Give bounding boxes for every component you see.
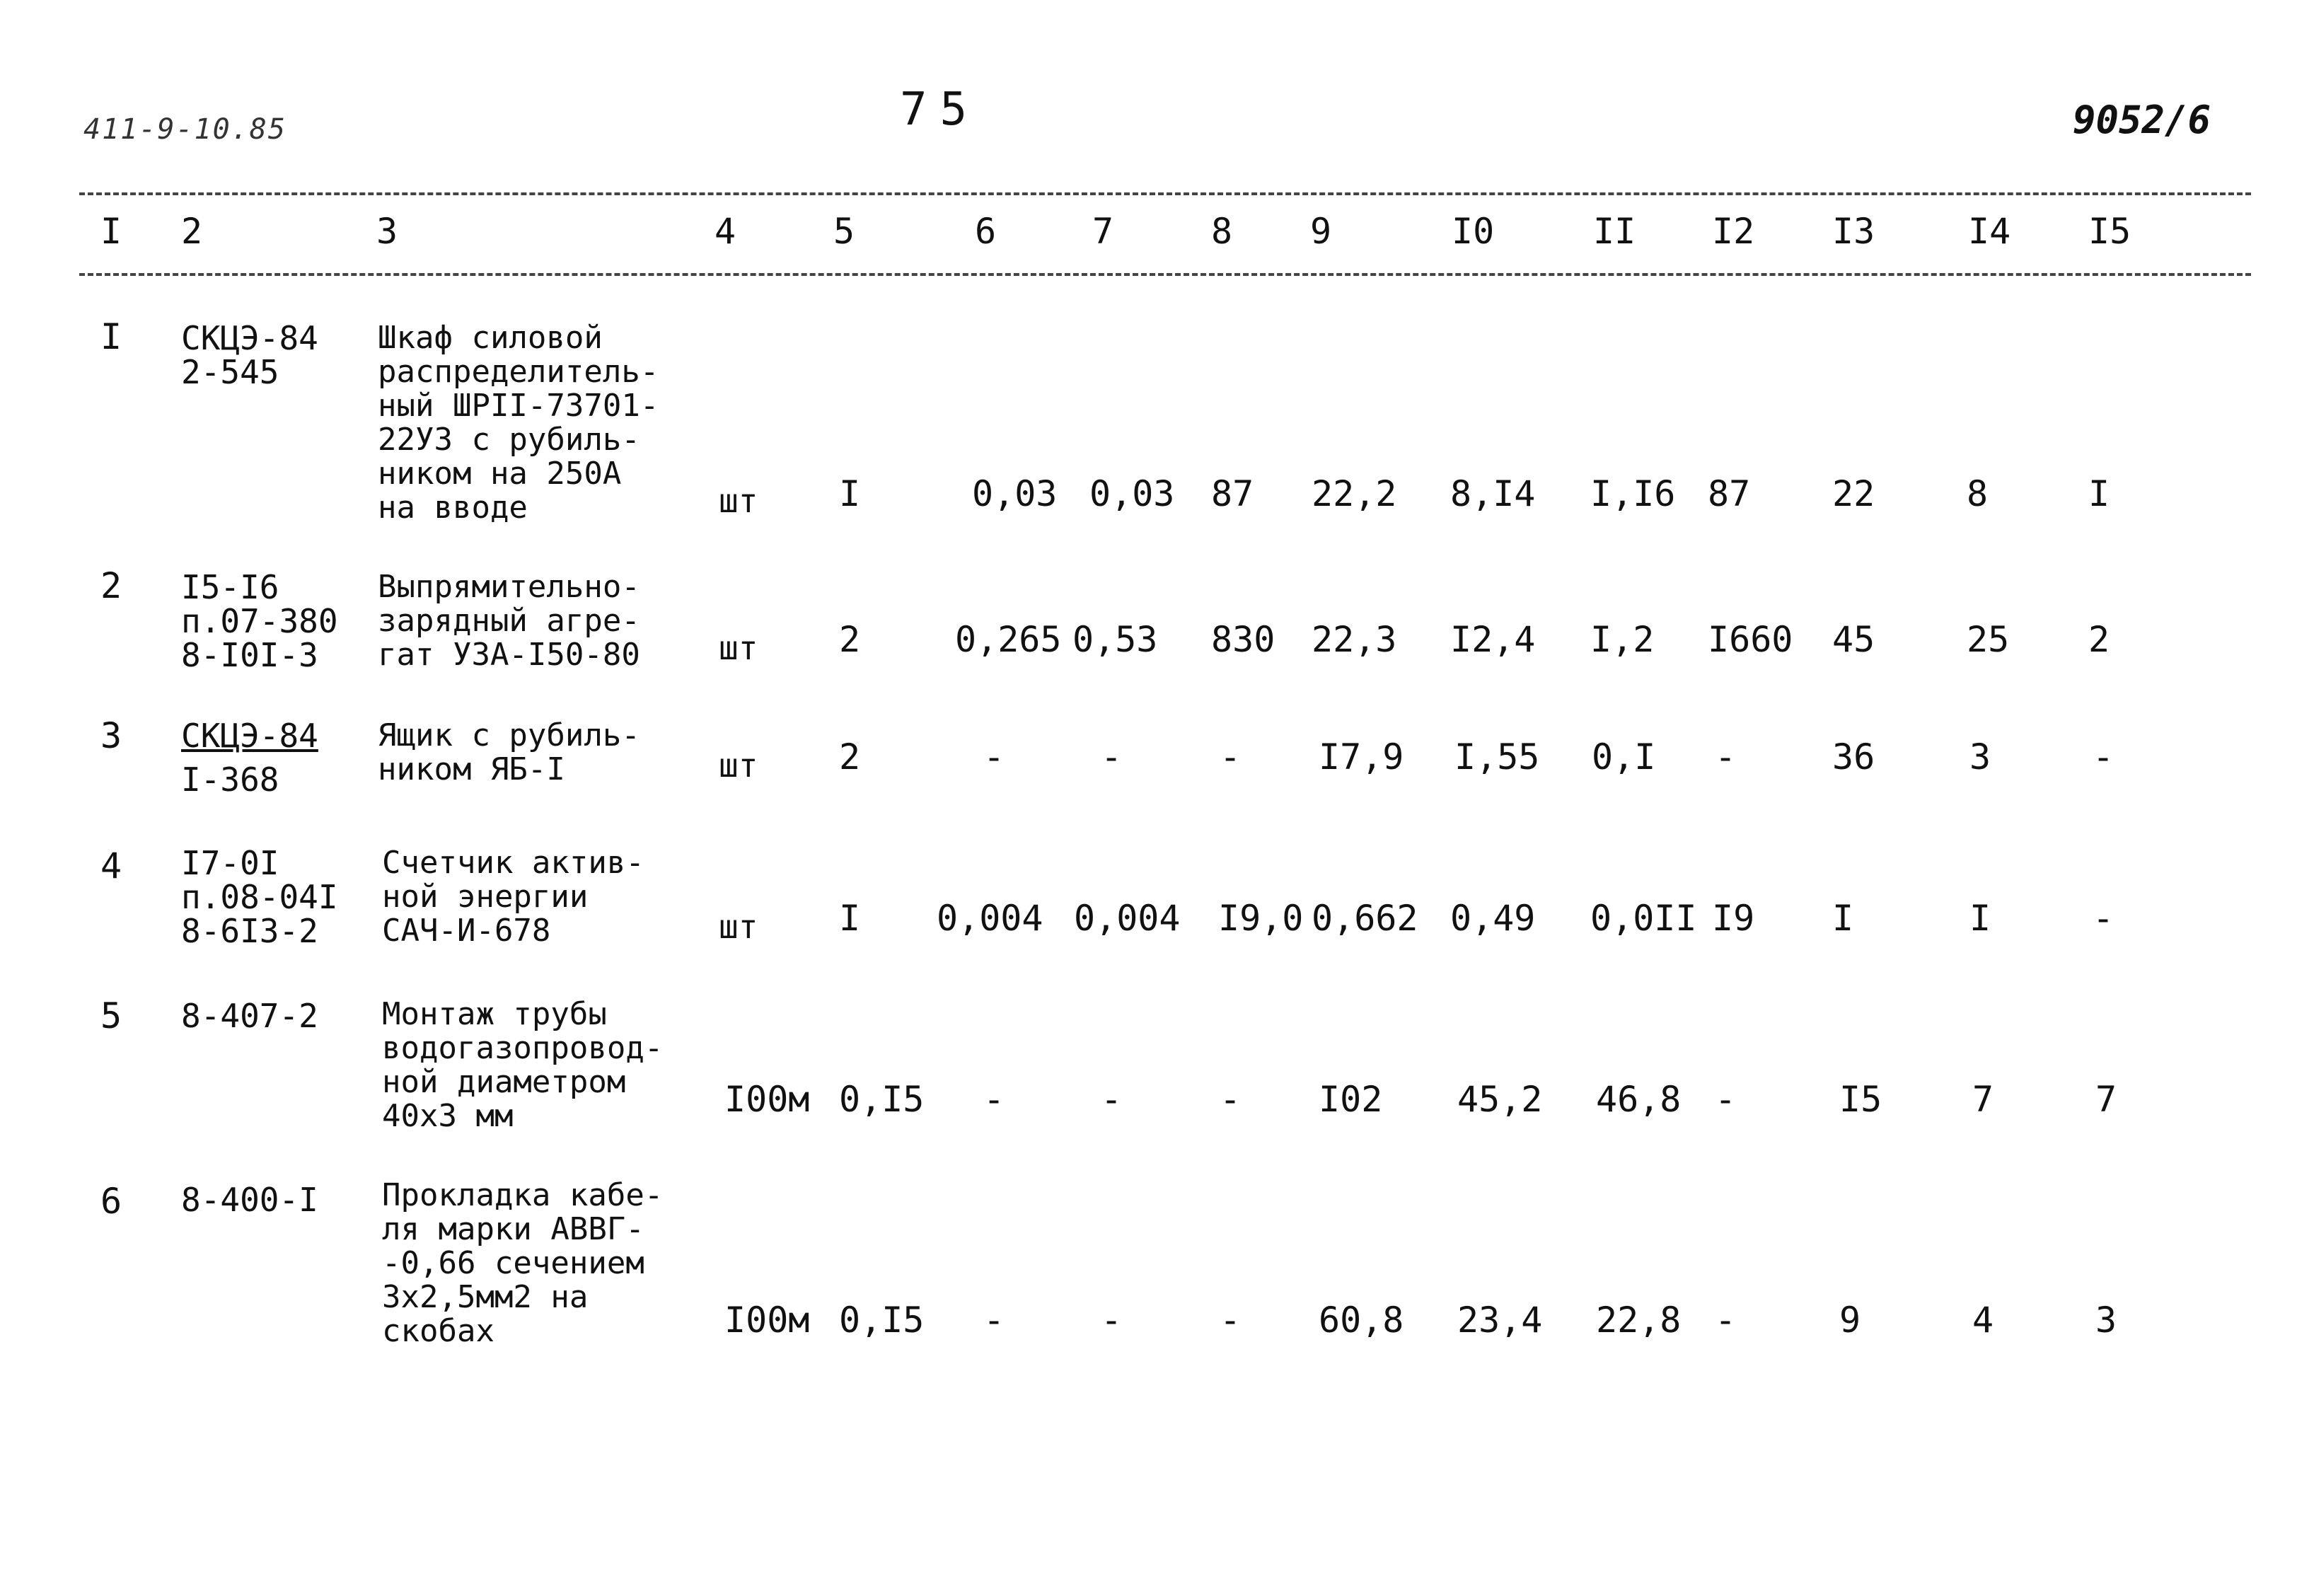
- column-header-13: I3: [1832, 211, 1875, 252]
- cell-col11: 22,8: [1596, 1300, 1682, 1341]
- quantity: 0,I5: [839, 1300, 925, 1341]
- cell-col13: I: [1832, 898, 1854, 939]
- cell-col15: 2: [2088, 619, 2110, 660]
- normative-code: СКЦЭ-84 2-545: [181, 319, 318, 391]
- row-number: 6: [100, 1181, 122, 1222]
- cell-col10: I2,4: [1450, 619, 1536, 660]
- cell-col14: 25: [1967, 619, 2010, 660]
- cell-col14: 3: [1969, 736, 1991, 777]
- unit: I00м: [724, 1300, 810, 1341]
- cell-col6: 0,265: [955, 619, 1062, 660]
- cell-col12: 87: [1708, 473, 1751, 514]
- quantity: 2: [839, 619, 861, 660]
- column-header-9: 9: [1310, 211, 1332, 252]
- column-header-3: 3: [376, 211, 398, 252]
- normative-code: 8-400-I: [181, 1181, 318, 1219]
- sheet-reference: 9052/6: [2073, 98, 2211, 142]
- cell-col12: -: [1715, 1300, 1737, 1341]
- cell-col9: 22,3: [1312, 619, 1397, 660]
- cell-col13: 36: [1832, 736, 1875, 777]
- item-description: Ящик с рубиль- ником ЯБ-I: [378, 717, 640, 787]
- cell-col6: 0,03: [972, 473, 1058, 514]
- quantity: I: [839, 473, 861, 514]
- cell-col15: I: [2088, 473, 2110, 514]
- cell-col7: -: [1101, 1300, 1123, 1341]
- cell-col14: I: [1969, 898, 1991, 939]
- cell-col7: -: [1101, 1079, 1123, 1120]
- cell-col9: 60,8: [1319, 1300, 1404, 1341]
- column-header-1: I: [100, 211, 122, 252]
- row-number: 2: [100, 565, 122, 606]
- item-description: Прокладка кабе- ля марки АВВГ- -0,66 сечением 3х2,5мм2 на скобах: [382, 1177, 664, 1349]
- cell-col13: 45: [1832, 619, 1875, 660]
- normative-code: I7-0I п.08-04I 8-6I3-2: [181, 844, 338, 950]
- column-header-12: I2: [1712, 211, 1755, 252]
- cell-col13: 22: [1832, 473, 1875, 514]
- cell-col6: 0,004: [937, 898, 1043, 939]
- cell-col8: 87: [1211, 473, 1254, 514]
- column-header-10: I0: [1452, 211, 1495, 252]
- cell-col9: I7,9: [1319, 736, 1404, 777]
- cell-col10: 0,49: [1450, 898, 1536, 939]
- column-header-8: 8: [1211, 211, 1233, 252]
- column-header-5: 5: [833, 211, 855, 252]
- cell-col10: 45,2: [1457, 1079, 1543, 1120]
- cell-col7: 0,004: [1074, 898, 1181, 939]
- column-header-6: 6: [975, 211, 997, 252]
- normative-code: I5-I6 п.07-380 8-I0I-3: [181, 568, 338, 674]
- cell-col8: 830: [1211, 619, 1275, 660]
- cell-col12: I9: [1712, 898, 1755, 939]
- normative-code: 8-407-2: [181, 997, 318, 1035]
- column-header-11: II: [1593, 211, 1636, 252]
- cell-col8: I9,0: [1218, 898, 1304, 939]
- cell-col15: 3: [2095, 1300, 2117, 1341]
- row-number: I: [100, 316, 122, 357]
- unit: шт: [719, 908, 758, 946]
- cell-col11: I,I6: [1590, 473, 1676, 514]
- document-code: 411-9-10.85: [83, 113, 287, 146]
- unit: шт: [719, 482, 758, 520]
- cell-col13: I5: [1839, 1079, 1882, 1120]
- cell-col13: 9: [1839, 1300, 1861, 1341]
- cell-col15: -: [2093, 736, 2114, 777]
- cell-col11: 46,8: [1596, 1079, 1682, 1120]
- quantity: 0,I5: [839, 1079, 925, 1120]
- unit: I00м: [724, 1079, 810, 1120]
- cell-col8: -: [1220, 736, 1242, 777]
- row-number: 5: [100, 995, 122, 1036]
- cell-col9: I02: [1319, 1079, 1383, 1120]
- cell-col12: I660: [1708, 619, 1793, 660]
- cell-col14: 8: [1967, 473, 1989, 514]
- column-header-14: I4: [1968, 211, 2011, 252]
- cell-col7: -: [1101, 736, 1123, 777]
- cell-col6: -: [983, 736, 1005, 777]
- cell-col10: 23,4: [1457, 1300, 1543, 1341]
- table-header-rule: [79, 273, 2251, 276]
- column-header-4: 4: [714, 211, 736, 252]
- cell-col15: 7: [2095, 1079, 2117, 1120]
- cell-col14: 4: [1972, 1300, 1994, 1341]
- column-header-15: I5: [2088, 211, 2131, 252]
- column-header-2: 2: [181, 211, 203, 252]
- cell-col9: 22,2: [1312, 473, 1397, 514]
- item-description: Выпрямительно- зарядный агре- гат УЗА-I50-80: [378, 569, 640, 673]
- quantity: I: [839, 898, 861, 939]
- cell-col7: 0,03: [1089, 473, 1175, 514]
- unit: шт: [719, 629, 758, 667]
- cell-col10: 8,I4: [1450, 473, 1536, 514]
- normative-code: СКЦЭ-84 I-368: [181, 717, 318, 799]
- item-description: Шкаф силовой распределитель- ный ШРII-73701- 22УЗ с рубиль- ником на 250А на вводе: [378, 320, 659, 526]
- item-description: Монтаж трубы водогазопровод- ной диаметром 40х3 мм: [382, 996, 664, 1134]
- cell-col8: -: [1220, 1079, 1242, 1120]
- cell-col8: -: [1220, 1300, 1242, 1341]
- quantity: 2: [839, 736, 861, 777]
- cell-col7: 0,53: [1072, 619, 1158, 660]
- item-description: Счетчик актив- ной энергии САЧ-И-678: [382, 845, 644, 949]
- table-top-rule: [79, 192, 2251, 195]
- cell-col11: 0,0II: [1590, 898, 1697, 939]
- cell-col10: I,55: [1454, 736, 1540, 777]
- cell-col11: I,2: [1590, 619, 1655, 660]
- cell-col9: 0,662: [1312, 898, 1418, 939]
- unit: шт: [719, 746, 758, 785]
- column-header-7: 7: [1092, 211, 1114, 252]
- row-number: 4: [100, 845, 122, 886]
- cell-col6: -: [983, 1300, 1005, 1341]
- cell-col11: 0,I: [1592, 736, 1656, 777]
- cell-col6: -: [983, 1079, 1005, 1120]
- cell-col15: -: [2093, 898, 2114, 939]
- row-number: 3: [100, 715, 122, 756]
- cell-col14: 7: [1972, 1079, 1994, 1120]
- page-number: 75: [900, 83, 980, 136]
- cell-col12: -: [1715, 1079, 1737, 1120]
- cell-col12: -: [1715, 736, 1737, 777]
